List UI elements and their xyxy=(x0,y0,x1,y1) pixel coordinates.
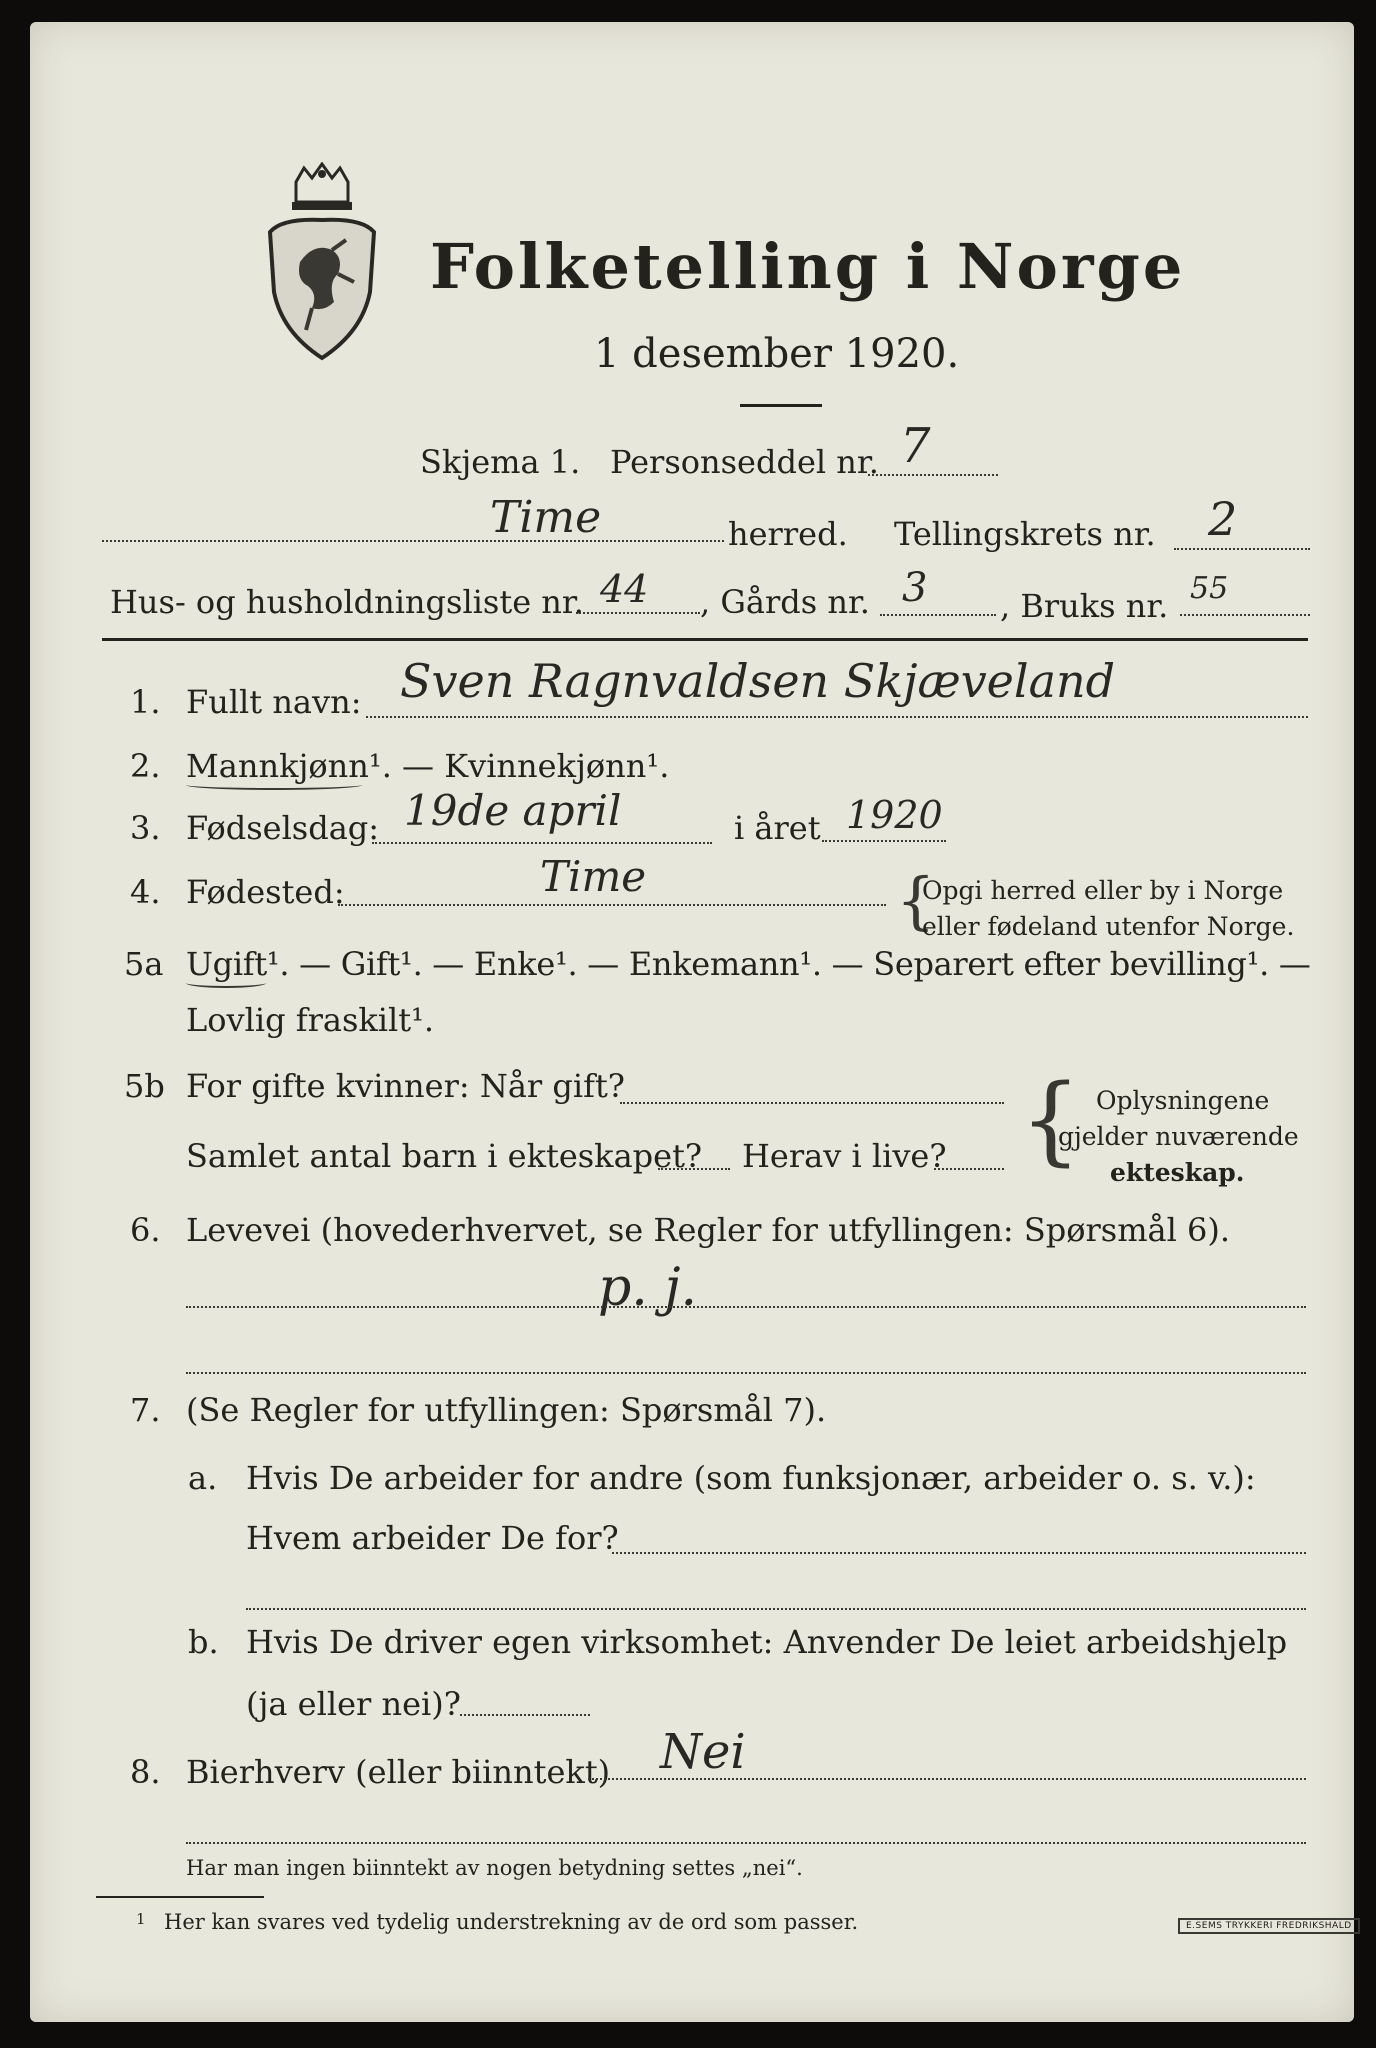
q7b-letter: b. xyxy=(188,1623,219,1661)
hus-line xyxy=(576,612,700,614)
printer-stamp: E.SEMS TRYKKERI FREDRIKSHALD xyxy=(1178,1918,1360,1934)
gender-underline xyxy=(186,780,362,790)
tellingskrets-label: Tellingskrets nr. xyxy=(894,515,1156,553)
birthdate-line xyxy=(372,842,712,844)
side-income-line-2 xyxy=(186,1842,1306,1844)
gards-line xyxy=(880,614,996,616)
q5b-children-alive: Herav i live? xyxy=(742,1137,947,1175)
q7a-line1: Hvis De arbeider for andre (som funksjonær, arbeider o. s. v.): xyxy=(246,1459,1256,1497)
side-income-line-1 xyxy=(588,1778,1306,1780)
marital-status-options[interactable]: Ugift¹. — Gift¹. — Enke¹. — Enkemann¹. — Separert efter bevilling¹. — xyxy=(186,945,1311,983)
footnote-text: Her kan svares ved tydelig understrekning av de ord som passer. xyxy=(164,1910,859,1934)
footnote-mark: 1 xyxy=(136,1910,146,1928)
q6-label: Levevei (hovederhvervet, se Regler for utfyllingen: Spørsmål 6). xyxy=(186,1211,1231,1249)
form-title: Folketelling i Norge xyxy=(430,230,1186,303)
herred-label: herred. xyxy=(728,515,848,553)
q5a-number: 5a xyxy=(124,945,164,983)
q5b-children-total: Samlet antal barn i ekteskapet? xyxy=(186,1137,703,1175)
q1-label: Fullt navn: xyxy=(186,683,362,721)
q5b-number: 5b xyxy=(124,1067,165,1105)
q5b-note-line1: Oplysningene xyxy=(1096,1086,1270,1115)
no-income-note: Har man ingen biinntekt av nogen betydning settes „nei“. xyxy=(186,1856,803,1880)
q3-label: Fødselsdag: xyxy=(186,809,380,847)
tellingskrets-value[interactable]: 2 xyxy=(1208,492,1238,546)
herred-line xyxy=(102,540,724,542)
census-date: 1 desember 1920. xyxy=(594,331,960,377)
bruks-label: , Bruks nr. xyxy=(1000,587,1169,625)
gards-value[interactable]: 3 xyxy=(902,565,928,611)
bruks-value[interactable]: 55 xyxy=(1190,571,1229,606)
q3-number: 3. xyxy=(130,809,161,847)
hus-label: Hus- og husholdningsliste nr. xyxy=(110,583,584,621)
employer-line-1 xyxy=(612,1552,1306,1554)
q4-note-line2: eller fødeland utenfor Norge. xyxy=(922,912,1295,941)
q8-label: Bierhverv (eller biinntekt) xyxy=(186,1753,611,1791)
herred-value[interactable]: Time xyxy=(490,492,602,543)
q2-number: 2. xyxy=(130,747,161,785)
q5b-married-when: For gifte kvinner: Når gift? xyxy=(186,1067,625,1105)
married-when-line xyxy=(620,1102,1004,1104)
marital-status-line2[interactable]: Lovlig fraskilt¹. xyxy=(186,1001,435,1039)
occupation-line-1 xyxy=(186,1306,1306,1308)
gender-options[interactable]: Mannkjønn¹. — Kvinnekjønn¹. xyxy=(186,747,670,785)
q7a-letter: a. xyxy=(188,1459,218,1497)
q5b-note-line2: gjelder nuværende xyxy=(1058,1122,1299,1151)
full-name-line xyxy=(366,716,1308,718)
q7-label: (Se Regler for utfyllingen: Spørsmål 7). xyxy=(186,1391,827,1429)
bruks-line xyxy=(1180,614,1310,616)
q8-number: 8. xyxy=(130,1753,161,1791)
q5b-note-brace: { xyxy=(1020,1064,1082,1176)
occupation-value[interactable]: p. j. xyxy=(598,1258,697,1318)
q4-number: 4. xyxy=(130,873,161,911)
q7b-line1: Hvis De driver egen virksomhet: Anvender De leiet arbeidshjelp xyxy=(246,1623,1288,1661)
skjema-label: Skjema 1. xyxy=(420,443,581,481)
q4-note-brace: { xyxy=(896,864,936,937)
full-name-value[interactable]: Sven Ragnvaldsen Skjæveland xyxy=(400,654,1116,708)
birthplace-line xyxy=(338,904,886,906)
birthplace-value[interactable]: Time xyxy=(540,852,647,901)
q5b-note-line3: ekteskap. xyxy=(1110,1158,1245,1187)
personseddel-value[interactable]: 7 xyxy=(900,418,931,474)
children-alive-line xyxy=(934,1168,1004,1170)
personseddel-label: Personseddel nr. xyxy=(610,443,879,481)
norwegian-coat-of-arms-icon xyxy=(262,162,382,362)
employer-line-2 xyxy=(246,1608,1306,1610)
marital-status-underline xyxy=(186,978,266,988)
q7-number: 7. xyxy=(130,1391,161,1429)
q4-label: Fødested: xyxy=(186,873,345,911)
header-divider xyxy=(102,638,1308,641)
occupation-line-2 xyxy=(186,1372,1306,1374)
q1-number: 1. xyxy=(130,683,161,721)
gards-label: , Gårds nr. xyxy=(700,583,870,621)
title-divider xyxy=(740,404,822,407)
side-income-value[interactable]: Nei xyxy=(660,1724,746,1780)
q6-number: 6. xyxy=(130,1211,161,1249)
hus-value[interactable]: 44 xyxy=(600,567,649,611)
footnote-divider xyxy=(96,1896,264,1898)
hired-help-line xyxy=(460,1714,590,1716)
q4-note-line1: Opgi herred eller by i Norge xyxy=(922,876,1284,905)
q7b-line2: (ja eller nei)? xyxy=(246,1685,461,1723)
tellingskrets-line xyxy=(1174,548,1310,550)
birthdate-value[interactable]: 19de april xyxy=(404,786,622,835)
q7a-line2: Hvem arbeider De for? xyxy=(246,1519,619,1557)
children-total-line xyxy=(658,1168,730,1170)
birth-year-line xyxy=(822,840,946,842)
year-label: i året xyxy=(734,809,821,847)
personseddel-line xyxy=(868,474,998,476)
birth-year-value[interactable]: 1920 xyxy=(846,793,943,837)
